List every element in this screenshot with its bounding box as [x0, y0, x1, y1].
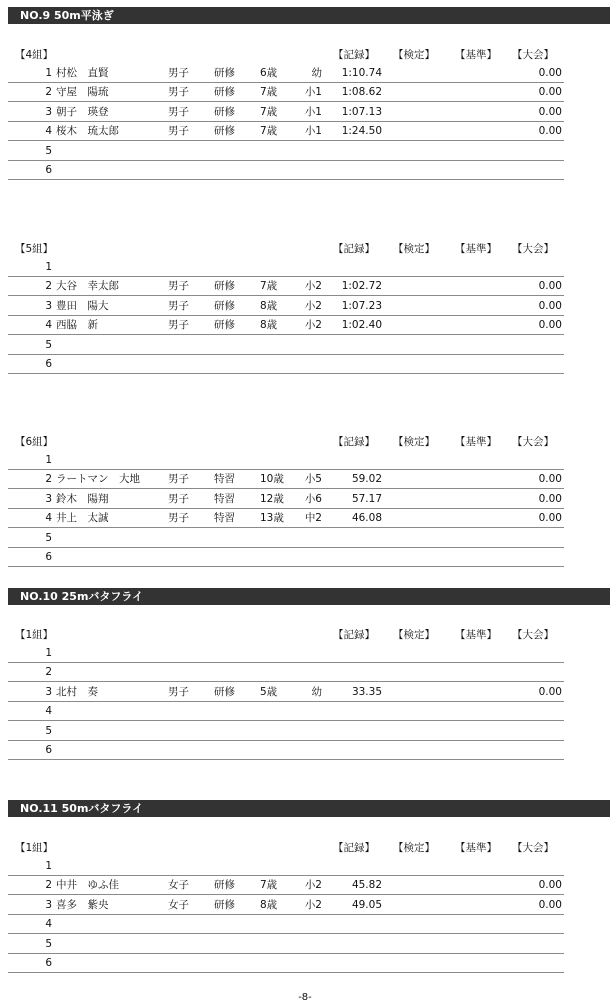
lane-row: [8, 277, 564, 296]
column-header-kijun: 【基準】: [455, 49, 497, 61]
lane-number: 4: [45, 125, 52, 138]
school-grade: 小1: [304, 105, 322, 118]
heat-label: 【5組】: [15, 243, 54, 255]
column-header-taikai: 【大会】: [512, 629, 554, 641]
gender: 男子: [168, 319, 189, 332]
entry-record: 33.35: [351, 685, 382, 698]
page-number: -8-: [298, 992, 312, 1003]
entry-record: 59.02: [351, 473, 382, 486]
swimmer-name: 北村 奏: [56, 685, 98, 698]
lane-row: [8, 161, 564, 180]
entry-record: 1:02.72: [341, 280, 382, 293]
swimmer-name: 村松 直賢: [56, 67, 109, 79]
lane-row: [8, 857, 564, 876]
lane-row: [8, 316, 564, 335]
lane-number: 5: [45, 338, 52, 351]
column-header-kijun: 【基準】: [455, 629, 497, 641]
school-grade: 小2: [304, 299, 322, 312]
column-header-kijun: 【基準】: [455, 842, 497, 854]
meet-record: 0.00: [538, 319, 562, 332]
meet-record: 0.00: [538, 299, 562, 312]
meet-record: 0.00: [538, 492, 562, 505]
lane-row: [8, 529, 564, 548]
meet-record: 0.00: [538, 67, 562, 79]
lane-row: [8, 741, 564, 760]
heat-header: [0, 840, 610, 856]
school-grade: 幼: [311, 67, 322, 79]
gender: 男子: [168, 685, 189, 698]
class: 研修: [214, 125, 235, 138]
class: 研修: [214, 67, 235, 79]
lane-number: 3: [45, 299, 52, 312]
column-header-kentei: 【検定】: [393, 49, 435, 61]
age: 13歳: [260, 512, 284, 525]
lane-row: [8, 722, 564, 741]
heat-header: [0, 47, 610, 63]
meet-record: 0.00: [538, 898, 562, 911]
gender: 女子: [168, 898, 189, 911]
column-header-taikai: 【大会】: [512, 243, 554, 255]
entry-record: 1:08.62: [341, 86, 382, 99]
swimmer-name: 西脇 新: [56, 319, 98, 332]
heat-header: [0, 241, 610, 257]
heat-header: [0, 434, 610, 450]
lane-row: [8, 103, 564, 122]
lane-row: [8, 915, 564, 934]
class: 研修: [214, 86, 235, 99]
gender: 男子: [168, 67, 189, 79]
gender: 男子: [168, 125, 189, 138]
lane-row: [8, 548, 564, 567]
age: 8歳: [260, 898, 278, 911]
class: 研修: [214, 280, 235, 293]
school-grade: 小2: [304, 879, 322, 892]
column-header-kentei: 【検定】: [393, 243, 435, 255]
class: 研修: [214, 898, 235, 911]
column-header-kijun: 【基準】: [455, 436, 497, 448]
lane-row: [8, 663, 564, 682]
swimmer-name: 井上 太誠: [56, 512, 109, 525]
entry-record: 1:07.23: [341, 299, 382, 312]
lane-row: [8, 470, 564, 489]
heat-label: 【1組】: [15, 842, 54, 854]
lane-number: 2: [45, 86, 52, 99]
column-header-kentei: 【検定】: [393, 436, 435, 448]
age: 12歳: [260, 492, 284, 505]
lane-number: 1: [45, 261, 52, 273]
age: 7歳: [260, 879, 278, 892]
meet-record: 0.00: [538, 685, 562, 698]
column-header-kiroku: 【記録】: [333, 243, 375, 255]
lane-row: [8, 935, 564, 954]
gender: 男子: [168, 512, 189, 525]
gender: 男子: [168, 492, 189, 505]
lane-row: [8, 336, 564, 355]
school-grade: 小6: [304, 492, 322, 505]
event-title-bar: NO.10 25mバタフライ: [8, 588, 610, 605]
lane-number: 3: [45, 105, 52, 118]
school-grade: 小5: [304, 473, 322, 486]
age: 8歳: [260, 299, 278, 312]
school-grade: 小2: [304, 280, 322, 293]
school-grade: 中2: [304, 512, 322, 525]
meet-record: 0.00: [538, 879, 562, 892]
lane-number: 3: [45, 492, 52, 505]
gender: 女子: [168, 879, 189, 892]
column-header-taikai: 【大会】: [512, 49, 554, 61]
swimmer-name: 豊田 陽大: [56, 299, 109, 312]
age: 5歳: [260, 685, 278, 698]
lane-number: 5: [45, 144, 52, 157]
column-header-taikai: 【大会】: [512, 842, 554, 854]
lane-row: [8, 64, 564, 83]
lane-row: [8, 122, 564, 141]
school-grade: 小2: [304, 319, 322, 332]
column-header-kiroku: 【記録】: [333, 49, 375, 61]
lane-number: 2: [45, 280, 52, 293]
lane-number: 4: [45, 918, 52, 931]
entry-record: 49.05: [351, 898, 382, 911]
entry-record: 1:02.40: [341, 319, 382, 332]
class: 研修: [214, 299, 235, 312]
class: 研修: [214, 105, 235, 118]
event-title-bar: NO.9 50m平泳ぎ: [8, 7, 610, 24]
meet-record: 0.00: [538, 105, 562, 118]
class: 特習: [214, 473, 235, 486]
lane-number: 1: [45, 860, 52, 872]
age: 10歳: [260, 473, 284, 486]
lane-row: [8, 355, 564, 374]
swimmer-name: 喜多 紫央: [56, 898, 109, 911]
swimmer-name: 大谷 幸太郎: [56, 280, 119, 293]
lane-number: 3: [45, 898, 52, 911]
event-title-bar: NO.11 50mバタフライ: [8, 800, 610, 817]
lane-number: 5: [45, 724, 52, 737]
meet-record: 0.00: [538, 125, 562, 138]
lane-number: 6: [45, 744, 52, 756]
school-grade: 小1: [304, 86, 322, 99]
entry-record: 1:07.13: [341, 105, 382, 118]
lane-row: [8, 954, 564, 973]
lane-row: [8, 490, 564, 509]
school-grade: 小1: [304, 125, 322, 138]
lane-row: [8, 83, 564, 102]
lane-number: 1: [45, 67, 52, 79]
lane-number: 2: [45, 666, 52, 679]
meet-record: 0.00: [538, 473, 562, 486]
lane-number: 2: [45, 879, 52, 892]
age: 8歳: [260, 319, 278, 332]
lane-number: 5: [45, 531, 52, 544]
meet-record: 0.00: [538, 280, 562, 293]
class: 研修: [214, 319, 235, 332]
heat-header: [0, 627, 610, 643]
entry-record: 57.17: [351, 492, 382, 505]
column-header-taikai: 【大会】: [512, 436, 554, 448]
class: 特習: [214, 492, 235, 505]
lane-number: 6: [45, 164, 52, 176]
lane-number: 2: [45, 473, 52, 486]
entry-record: 46.08: [351, 512, 382, 525]
age: 7歳: [260, 86, 278, 99]
lane-number: 1: [45, 647, 52, 659]
class: 特習: [214, 512, 235, 525]
lane-row: [8, 896, 564, 915]
lane-row: [8, 451, 564, 470]
lane-row: [8, 258, 564, 277]
lane-number: 6: [45, 551, 52, 563]
school-grade: 幼: [311, 685, 322, 698]
age: 7歳: [260, 105, 278, 118]
heat-label: 【1組】: [15, 629, 54, 641]
lane-number: 4: [45, 319, 52, 332]
lane-row: [8, 702, 564, 721]
column-header-kentei: 【検定】: [393, 842, 435, 854]
age: 7歳: [260, 280, 278, 293]
swimmer-name: 守屋 陽琉: [56, 86, 109, 99]
gender: 男子: [168, 299, 189, 312]
age: 6歳: [260, 67, 278, 79]
lane-number: 3: [45, 685, 52, 698]
lane-row: [8, 683, 564, 702]
class: 研修: [214, 879, 235, 892]
swimmer-name: 中井 ゆふ佳: [56, 879, 119, 892]
heat-label: 【4組】: [15, 49, 54, 61]
lane-number: 1: [45, 454, 52, 466]
lane-number: 4: [45, 705, 52, 718]
entry-record: 1:24.50: [341, 125, 382, 138]
lane-row: [8, 644, 564, 663]
meet-record: 0.00: [538, 86, 562, 99]
column-header-kijun: 【基準】: [455, 243, 497, 255]
lane-row: [8, 876, 564, 895]
lane-number: 4: [45, 512, 52, 525]
column-header-kiroku: 【記録】: [333, 842, 375, 854]
lane-row: [8, 142, 564, 161]
swimmer-name: ラートマン 大地: [56, 473, 140, 486]
lane-number: 6: [45, 957, 52, 969]
lane-number: 5: [45, 937, 52, 950]
lane-row: [8, 509, 564, 528]
gender: 男子: [168, 105, 189, 118]
column-header-kentei: 【検定】: [393, 629, 435, 641]
column-header-kiroku: 【記録】: [333, 436, 375, 448]
heat-label: 【6組】: [15, 436, 54, 448]
swimmer-name: 鈴木 陽翔: [56, 492, 109, 505]
column-header-kiroku: 【記録】: [333, 629, 375, 641]
lane-number: 6: [45, 358, 52, 370]
swimmer-name: 朝子 瑛登: [56, 105, 109, 118]
entry-record: 45.82: [351, 879, 382, 892]
gender: 男子: [168, 473, 189, 486]
swimmer-name: 桜木 琉太郎: [56, 125, 119, 138]
school-grade: 小2: [304, 898, 322, 911]
age: 7歳: [260, 125, 278, 138]
gender: 男子: [168, 86, 189, 99]
meet-record: 0.00: [538, 512, 562, 525]
class: 研修: [214, 685, 235, 698]
entry-record: 1:10.74: [341, 67, 382, 79]
lane-row: [8, 297, 564, 316]
gender: 男子: [168, 280, 189, 293]
